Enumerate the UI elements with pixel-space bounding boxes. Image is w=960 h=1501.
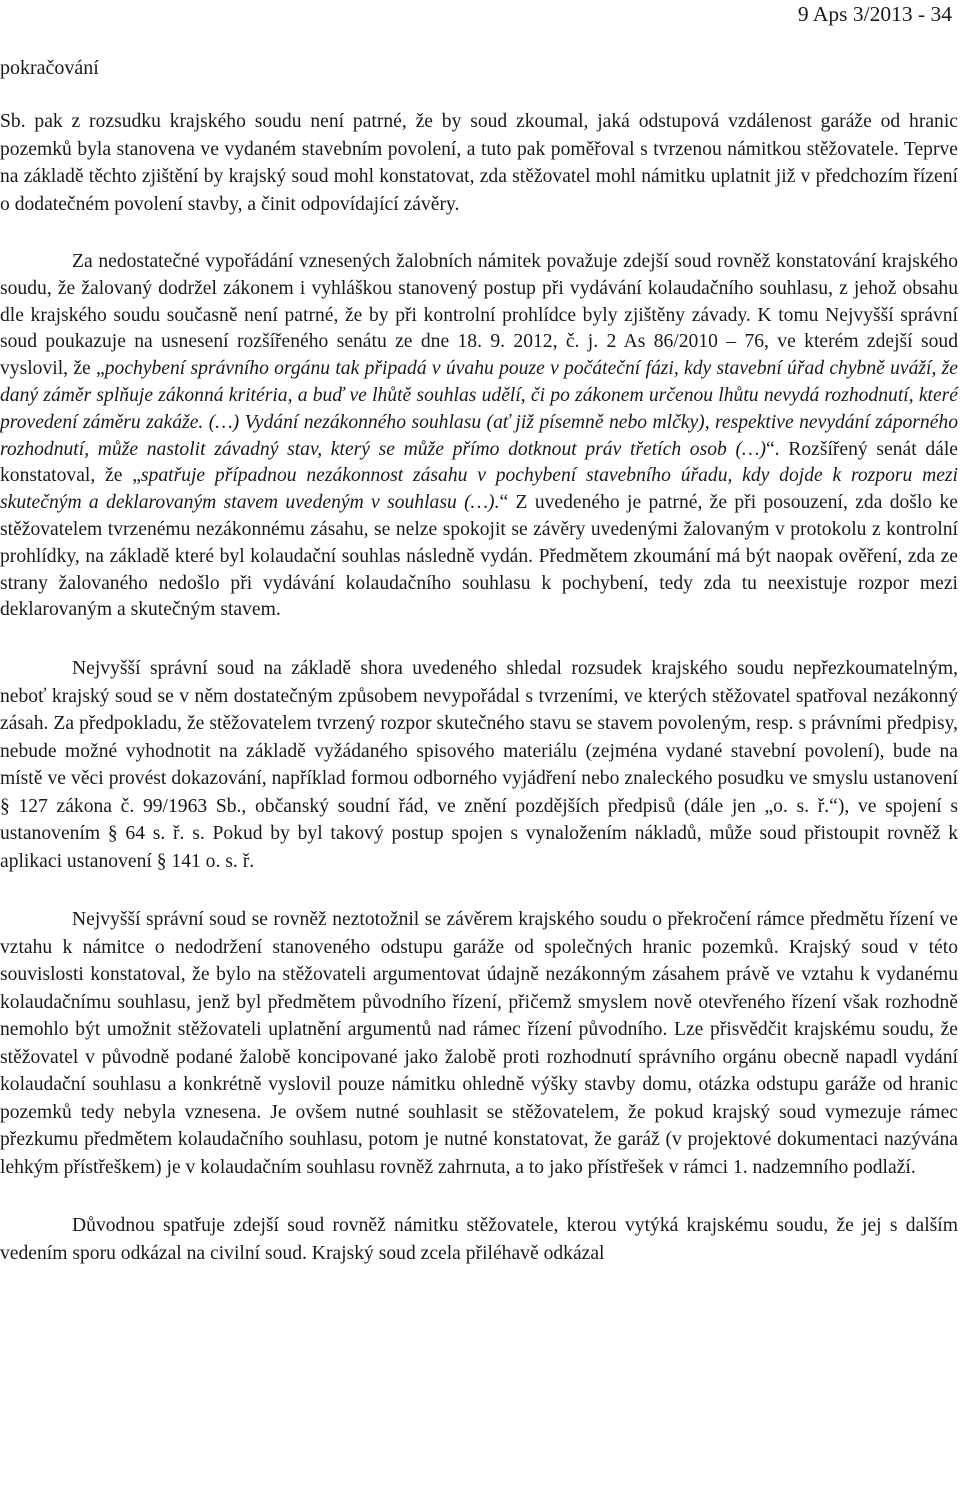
- paragraph: [0, 906, 958, 1181]
- quoted-text: pochybení správního orgánu tak připadá v úvahu pouze v počáteční fázi, kdy stavební úřad chybně uváží, že daný záměr splňuje zákonná kritéria, a buď ve lhůtě souhlas udělí, či po zákonem určenou lhůtu nevydá rozhodnutí, které provedení záměru zakáže. (…) Vydání nezákonného souhlasu (ať již písemně nebo mlčky), respektive nevydání záporného rozhodnutí, může nastolit závadný stav, který se může přímo dotknout práv třetích osob (…): [0, 358, 958, 460]
- paragraph: [0, 249, 958, 624]
- text-run: Nejvyšší správní soud se rovněž neztotožnil se závěrem krajského soudu o překročení rámce předmětu řízení ve vztahu k námitce o nedodržení stanoveného odstupu garáže od společných hranic pozemků. Krajský soud v této souvislosti konstatoval, že bylo na stěžovateli argumentovat údajně nezákonným zásahem právě ve vztahu k vydanému kolaudačnímu souhlasu, jenž byl předmětem původního řízení, přičemž smyslem nově otevřeného řízení však rozhodně nemohlo být umožnit stěžovateli uplatnění argumentů nad rámec řízení původního. Lze přisvědčit krajskému soudu, že stěžovatel v původně podané žalobě koncipované jako žalobě proti rozhodnutí správního orgánu obecně napadl vydání kolaudační souhlasu a konkrétně vyslovil pouze námitku ohledně výšky stavby domu, otázka odstupu garáže od hranic pozemků tedy nebyla vznesena. Je ovšem nutné souhlasit se stěžovatelem, že pokud krajský soud vymezuje rámec přezkumu předmětem kolaudačního souhlasu, potom je nutné konstatovat, že garáž (v projektové dokumentaci nazývána lehkým přístřeškem) je v kolaudačním souhlasu rovněž zahrnuta, a to jako přístřešek v rámci 1. nadzemního podlaží.: [0, 909, 958, 1178]
- document-body: [0, 108, 958, 1298]
- text-run: Důvodnou spatřuje zdejší soud rovněž námitku stěžovatele, kterou vytýká krajskému soudu, že jej s dalším vedením sporu odkázal na civilní soud. Krajský soud zcela přiléhavě odkázal: [0, 1215, 958, 1264]
- text-run: Nejvyšší správní soud na základě shora uvedeného shledal rozsudek krajského soudu nepřezkoumatelným, neboť krajský soud se v něm dostatečným způsobem nevypořádal s tvrzeními, ve kterých stěžovatel spatřoval nezákonný zásah. Za předpokladu, že stěžovatelem tvrzený rozpor skutečného stavu se stavem povoleným, resp. s právními předpisy, nebude možné vyhodnotit na základě vyžádaného spisového materiálu (zejména vydané stavební povolení), bude na místě ve věci provést dokazování, například formou odborného vyjádření nebo znaleckého posudku ve smyslu ustanovení § 127 zákona č. 99/1963 Sb., občanský soudní řád, ve znění pozdějších předpisů (dále jen „o. s. ř.“), ve spojení s ustanovením § 64 s. ř. s. Pokud by byl takový postup spojen s vynaložením nákladů, může soud přistoupit rovněž k aplikaci ustanovení § 141 o. s. ř.: [0, 658, 958, 872]
- file-reference: 9 Aps 3/2013 - 34: [797, 2, 952, 26]
- paragraph: [0, 655, 958, 875]
- text-run: Sb. pak z rozsudku krajského soudu není patrné, že by soud zkoumal, jaká odstupová vzdálenost garáže od hranic pozemků byla stanovena ve vydaném stavebním povolení, a tuto pak poměřoval s tvrzenou námitkou stěžovatele. Teprve na základě těchto zjištění by krajský soud mohl konstatovat, zda stěžovatel mohl námitku uplatnit již v předchozím řízení o dodatečném povolení stavby, a činit odpovídající závěry.: [0, 111, 958, 215]
- text-run: “ Z uvedeného je patrné, že při posouzení, zda došlo ke stěžovatelem tvrzenému nezákonnému zásahu, se nelze spokojit se závěry uvedenými žalovaným v protokolu z kontrolní prohlídky, na základě které byl kolaudační souhlas následně vydán. Předmětem zkoumání má být naopak ověření, zda ze strany žalovaného nedošlo při vydávání kolaudačního souhlasu k pochybení, tedy zda tu neexistuje rozpor mezi deklarovaným a skutečným stavem.: [0, 492, 958, 621]
- text-run: “. Rozšířený senát dále konstatoval, že „: [0, 438, 958, 487]
- continuation-label: pokračování: [0, 57, 99, 79]
- quoted-text: spatřuje případnou nezákonnost zásahu v pochybení stavebního úřadu, kdy dojde k rozporu mezi skutečným a deklarovaným stavem uvedeným v souhlasu (…).: [0, 465, 958, 514]
- paragraph: [0, 1212, 958, 1267]
- paragraph: [0, 108, 958, 218]
- text-run: Za nedostatečné vypořádání vznesených žalobních námitek považuje zdejší soud rovněž konstatování krajského soudu, že žalovaný dodržel zákonem i vyhláškou stanovený postup při vydávání kolaudačního souhlasu, z jehož obsahu dle krajského soudu současně není patrné, že by při kontrolní prohlídce byly zjištěny závady. K tomu Nejvyšší správní soud poukazuje na usnesení rozšířeného senátu ze dne 18. 9. 2012, č. j. 2 As 86/2010 – 76, ve kterém zdejší soud vyslovil, že „: [0, 251, 958, 380]
